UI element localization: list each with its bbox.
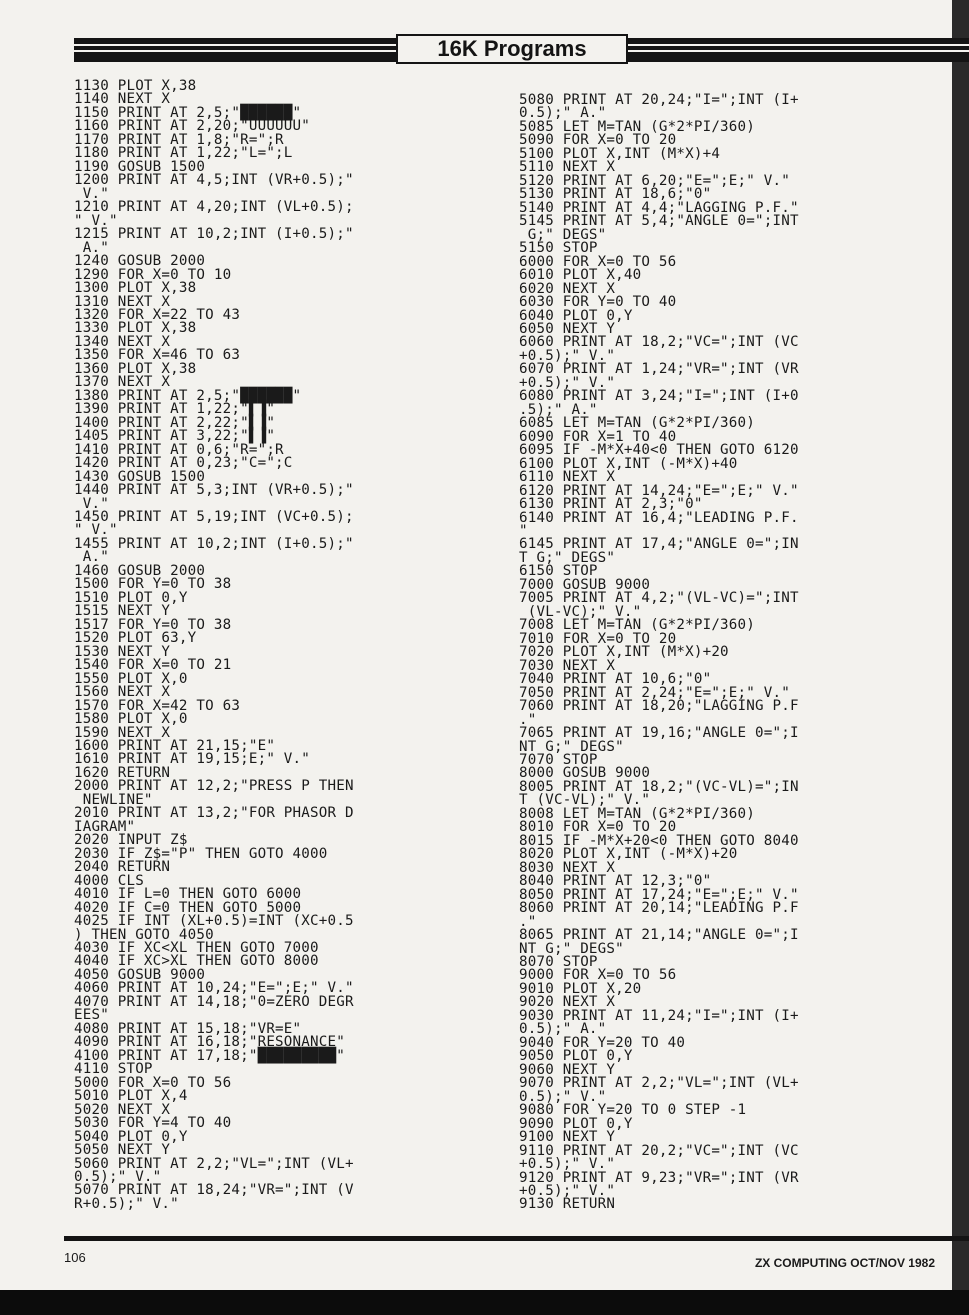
code-line: 4110 STOP — [74, 1061, 153, 1078]
program-listing-right-column — [519, 94, 959, 1212]
code-line: 1370 NEXT X — [74, 374, 171, 391]
code-line: 1330 PLOT X,38 — [74, 320, 197, 337]
page-number: 106 — [64, 1250, 86, 1265]
code-line: 7065 PRINT AT 19,16;"ANGLE 0=";I — [519, 725, 799, 742]
code-line: 4080 PRINT AT 15,18;"VR=E" — [74, 1020, 302, 1037]
code-line: 1340 NEXT X — [74, 333, 171, 350]
code-line: 0.5);" A." — [519, 105, 607, 122]
code-line: 6090 FOR X=1 TO 40 — [519, 428, 677, 445]
code-line: 1420 PRINT AT 0,23;"C=";C — [74, 455, 293, 472]
code-line: 9000 FOR X=0 TO 56 — [519, 967, 677, 984]
code-line: .5);" A." — [519, 401, 598, 418]
code-line: 1170 PRINT AT 1,8;"R=";R — [74, 131, 284, 148]
code-line: 1320 FOR X=22 TO 43 — [74, 306, 241, 323]
code-line: " V." — [74, 212, 118, 229]
code-line: 1240 GOSUB 2000 — [74, 253, 206, 270]
code-line: A." — [74, 239, 109, 256]
code-line: 5120 PRINT AT 6,20;"E=";E;" V." — [519, 172, 790, 189]
code-line: 5085 LET M=TAN (G*2*PI/360) — [519, 118, 756, 135]
code-line: " — [519, 523, 528, 539]
code-line: 4070 PRINT AT 14,18;"0=ZERO DEGR — [74, 993, 354, 1010]
code-line: 6020 NEXT X — [519, 280, 616, 297]
code-line: 6145 PRINT AT 17,4;"ANGLE 0=";IN — [519, 536, 799, 553]
code-line: 1520 PLOT 63,Y — [74, 630, 197, 647]
code-line: 6010 PLOT X,40 — [519, 267, 642, 284]
code-line: NT G;" DEGS" — [519, 940, 624, 957]
code-line: +0.5);" V." — [519, 347, 616, 364]
code-line: +0.5);" V." — [519, 1182, 616, 1199]
code-line: 6100 PLOT X,INT (-M*X)+40 — [519, 455, 738, 472]
code-line: 1150 PRINT AT 2,5;"██████" — [74, 104, 302, 121]
code-line: 1210 PRINT AT 4,20;INT (VL+0.5); — [74, 199, 354, 216]
code-line: 1130 PLOT X,38 — [74, 78, 197, 94]
code-line: 1590 NEXT X — [74, 724, 171, 741]
code-line: 1360 PLOT X,38 — [74, 360, 197, 377]
code-line: 8008 LET M=TAN (G*2*PI/360) — [519, 805, 756, 822]
code-line: 1530 NEXT Y — [74, 643, 171, 660]
code-line: 1600 PRINT AT 21,15;"E" — [74, 737, 276, 754]
code-line: 4100 PRINT AT 17,18;"█████████" — [74, 1047, 345, 1064]
code-line: 0.5);" A." — [519, 1021, 607, 1038]
code-line: 6085 LET M=TAN (G*2*PI/360) — [519, 415, 756, 432]
code-line: 1460 GOSUB 2000 — [74, 562, 206, 579]
code-line: T G;" DEGS" — [519, 549, 616, 566]
code-line: 5010 PLOT X,4 — [74, 1088, 188, 1105]
code-line: 4060 PRINT AT 10,24;"E=";E;" V." — [74, 980, 354, 997]
code-line: 1380 PRINT AT 2,5;"██████" — [74, 387, 302, 404]
code-line: 1180 PRINT AT 1,22;"L=";L — [74, 145, 293, 162]
code-line: 4010 IF L=0 THEN GOTO 6000 — [74, 886, 302, 903]
code-line: 6150 STOP — [519, 563, 598, 580]
code-line: 1290 FOR X=0 TO 10 — [74, 266, 232, 283]
code-line: 8040 PRINT AT 12,3;"0" — [519, 873, 712, 890]
code-line: 6140 PRINT AT 16,4;"LEADING P.F. — [519, 509, 799, 526]
code-line: 4020 IF C=0 THEN GOTO 5000 — [74, 899, 302, 916]
code-line: 9120 PRINT AT 9,23;"VR=";INT (VR — [519, 1169, 799, 1186]
code-line: 5000 FOR X=0 TO 56 — [74, 1074, 232, 1091]
code-line: 5060 PRINT AT 2,2;"VL=";INT (VL+ — [74, 1155, 354, 1172]
code-line: 1510 PLOT 0,Y — [74, 589, 188, 606]
code-line: 8005 PRINT AT 18,2;"(VC-VL)=";IN — [519, 778, 799, 795]
code-line: T (VC-VL);" V." — [519, 792, 651, 809]
code-line: 8000 GOSUB 9000 — [519, 765, 651, 782]
code-line: 5080 PRINT AT 20,24;"I=";INT (I+ — [519, 92, 799, 108]
code-line: 5070 PRINT AT 18,24;"VR=";INT (V — [74, 1182, 354, 1199]
code-line: G;" DEGS" — [519, 226, 607, 243]
code-line: 1215 PRINT AT 10,2;INT (I+0.5);" — [74, 226, 354, 243]
code-line: ) THEN GOTO 4050 — [74, 926, 214, 943]
code-line: 5040 PLOT 0,Y — [74, 1128, 188, 1145]
code-line: 8065 PRINT AT 21,14;"ANGLE 0=";I — [519, 927, 799, 944]
code-line: 9070 PRINT AT 2,2;"VL=";INT (VL+ — [519, 1075, 799, 1092]
code-line: 1430 GOSUB 1500 — [74, 468, 206, 485]
code-line: 9050 PLOT 0,Y — [519, 1048, 633, 1065]
code-line: 1500 FOR Y=0 TO 38 — [74, 576, 232, 593]
code-line: 2020 INPUT Z$ — [74, 832, 188, 849]
code-line: 1440 PRINT AT 5,3;INT (VR+0.5);" — [74, 482, 354, 499]
code-line: 1515 NEXT Y — [74, 603, 171, 620]
code-line: 4050 GOSUB 9000 — [74, 966, 206, 983]
code-line: (VL-VC);" V." — [519, 603, 642, 620]
code-line: 8030 NEXT X — [519, 859, 616, 876]
code-line: 6040 PLOT 0,Y — [519, 307, 633, 324]
code-line: 6070 PRINT AT 1,24;"VR=";INT (VR — [519, 361, 799, 378]
code-line: A." — [74, 549, 109, 566]
code-line: 0.5);" V." — [74, 1168, 162, 1185]
code-line: ." — [519, 913, 537, 930]
code-line: 1300 PLOT X,38 — [74, 280, 197, 297]
code-line: 7070 STOP — [519, 751, 598, 768]
code-line: 1400 PRINT AT 2,22;"▌▐" — [74, 414, 276, 431]
code-line: 9010 PLOT X,20 — [519, 980, 642, 997]
code-line: 1410 PRINT AT 0,6;"R=";R — [74, 441, 284, 458]
code-line: 2040 RETURN — [74, 859, 171, 876]
code-line: 5110 NEXT X — [519, 159, 616, 176]
code-line: ." — [519, 711, 537, 728]
code-line: V." — [74, 185, 109, 202]
code-line: 8020 PLOT X,INT (-M*X)+20 — [519, 846, 738, 863]
code-line: 1405 PRINT AT 3,22;"▌▐" — [74, 428, 276, 445]
code-line: 1610 PRINT AT 19,15;E;" V." — [74, 751, 311, 768]
code-line: 9130 RETURN — [519, 1196, 616, 1213]
code-line: EES" — [74, 1007, 109, 1024]
code-line: R+0.5);" V." — [74, 1195, 179, 1212]
code-line: 1580 PLOT X,0 — [74, 711, 188, 728]
code-line: 1550 PLOT X,0 — [74, 670, 188, 687]
code-line: 4090 PRINT AT 16,18;"RESONANCE" — [74, 1034, 345, 1051]
code-line: NEWLINE" — [74, 791, 153, 808]
code-line: 6000 FOR X=0 TO 56 — [519, 253, 677, 270]
code-line: 6120 PRINT AT 14,24;"E=";E;" V." — [519, 482, 799, 499]
code-line: " V." — [74, 522, 118, 539]
code-line: 1620 RETURN — [74, 764, 171, 781]
code-line: NT G;" DEGS" — [519, 738, 624, 755]
code-line: 9080 FOR Y=20 TO 0 STEP -1 — [519, 1102, 747, 1119]
section-title: 16K Programs — [396, 34, 628, 64]
code-line: 1560 NEXT X — [74, 684, 171, 701]
code-line: 7008 LET M=TAN (G*2*PI/360) — [519, 617, 756, 634]
code-line: 1140 NEXT X — [74, 91, 171, 108]
code-line: 5100 PLOT X,INT (M*X)+4 — [519, 145, 721, 162]
code-line: 9100 NEXT Y — [519, 1129, 616, 1146]
code-line: 1160 PRINT AT 2,20;"UUUUUU" — [74, 118, 311, 135]
code-line: IAGRAM" — [74, 818, 136, 835]
code-line: 6060 PRINT AT 18,2;"VC=";INT (VC — [519, 334, 799, 351]
code-line: 5030 FOR Y=4 TO 40 — [74, 1115, 232, 1132]
code-line: 9030 PRINT AT 11,24;"I=";INT (I+ — [519, 1007, 799, 1024]
code-line: 7005 PRINT AT 4,2;"(VL-VC)=";INT — [519, 590, 799, 607]
scan-bottom-band — [0, 1290, 969, 1315]
code-line: 5150 STOP — [519, 240, 598, 257]
code-line: 4040 IF XC>XL THEN GOTO 8000 — [74, 953, 319, 970]
code-line: 7060 PRINT AT 18,20;"LAGGING P.F — [519, 698, 799, 715]
code-line: 8060 PRINT AT 20,14;"LEADING P.F — [519, 900, 799, 917]
publication-credit: ZX COMPUTING OCT/NOV 1982 — [754, 1256, 935, 1270]
code-line: 6080 PRINT AT 3,24;"I=";INT (I+0 — [519, 388, 799, 405]
code-line: 1455 PRINT AT 10,2;INT (I+0.5);" — [74, 535, 354, 552]
code-line: 6095 IF -M*X+40<0 THEN GOTO 6120 — [519, 442, 799, 459]
code-line: 8050 PRINT AT 17,24;"E=";E;" V." — [519, 886, 799, 903]
code-line: 4030 IF XC<XL THEN GOTO 7000 — [74, 940, 319, 956]
code-line: 4025 IF INT (XL+0.5)=INT (XC+0.5 — [74, 913, 354, 930]
code-line: 5130 PRINT AT 18,6;"0" — [519, 186, 712, 203]
code-line: +0.5);" V." — [519, 374, 616, 391]
code-line: 1450 PRINT AT 5,19;INT (VC+0.5); — [74, 509, 354, 525]
code-line: 6050 NEXT Y — [519, 320, 616, 337]
code-line: 6030 FOR Y=0 TO 40 — [519, 294, 677, 311]
code-line: 9090 PLOT 0,Y — [519, 1115, 633, 1132]
code-line: 1570 FOR X=42 TO 63 — [74, 697, 241, 714]
code-line: 1517 FOR Y=0 TO 38 — [74, 616, 232, 633]
code-line: V." — [74, 495, 109, 512]
code-line: 8015 IF -M*X+20<0 THEN GOTO 8040 — [519, 832, 799, 849]
code-line: 5090 FOR X=0 TO 20 — [519, 132, 677, 149]
code-line: 7010 FOR X=0 TO 20 — [519, 630, 677, 647]
code-line: 8070 STOP — [519, 954, 598, 970]
code-line: 1350 FOR X=46 TO 63 — [74, 347, 241, 364]
code-line: 0.5);" V." — [519, 1088, 607, 1105]
code-line: 1540 FOR X=0 TO 21 — [74, 657, 232, 674]
code-line: +0.5);" V." — [519, 1156, 616, 1173]
code-line: 1200 PRINT AT 4,5;INT (VR+0.5);" — [74, 172, 354, 189]
code-line: 2000 PRINT AT 12,2;"PRESS P THEN — [74, 778, 354, 795]
code-line: 7020 PLOT X,INT (M*X)+20 — [519, 644, 729, 661]
code-line: 7030 NEXT X — [519, 657, 616, 674]
code-line: 7050 PRINT AT 2,24;"E=";E;" V." — [519, 684, 790, 701]
footer-rule — [64, 1236, 969, 1241]
code-line: 9040 FOR Y=20 TO 40 — [519, 1034, 686, 1051]
code-line: 7040 PRINT AT 10,6;"0" — [519, 671, 712, 688]
code-line: 6130 PRINT AT 2,3;"0" — [519, 496, 703, 513]
code-line: 8010 FOR X=0 TO 20 — [519, 819, 677, 836]
code-line: 5140 PRINT AT 4,4;"LAGGING P.F." — [519, 199, 799, 216]
code-line: 9060 NEXT Y — [519, 1061, 616, 1078]
code-line: 4000 CLS — [74, 872, 144, 889]
code-line: 1390 PRINT AT 1,22;"▌▐" — [74, 401, 276, 418]
program-listing-left-column — [74, 80, 504, 1211]
code-line: 7000 GOSUB 9000 — [519, 576, 651, 593]
code-line: 2030 IF Z$="P" THEN GOTO 4000 — [74, 845, 328, 862]
code-line: 5050 NEXT Y — [74, 1142, 171, 1159]
code-line: 1190 GOSUB 1500 — [74, 158, 206, 175]
code-line: 2010 PRINT AT 13,2;"FOR PHASOR D — [74, 805, 354, 822]
code-line: 9110 PRINT AT 20,2;"VC=";INT (VC — [519, 1142, 799, 1159]
code-line: 5145 PRINT AT 5,4;"ANGLE 0=";INT — [519, 213, 799, 230]
code-line: 1310 NEXT X — [74, 293, 171, 310]
code-line: 9020 NEXT X — [519, 994, 616, 1011]
code-line: 6110 NEXT X — [519, 469, 616, 486]
code-line: 5020 NEXT X — [74, 1101, 171, 1118]
